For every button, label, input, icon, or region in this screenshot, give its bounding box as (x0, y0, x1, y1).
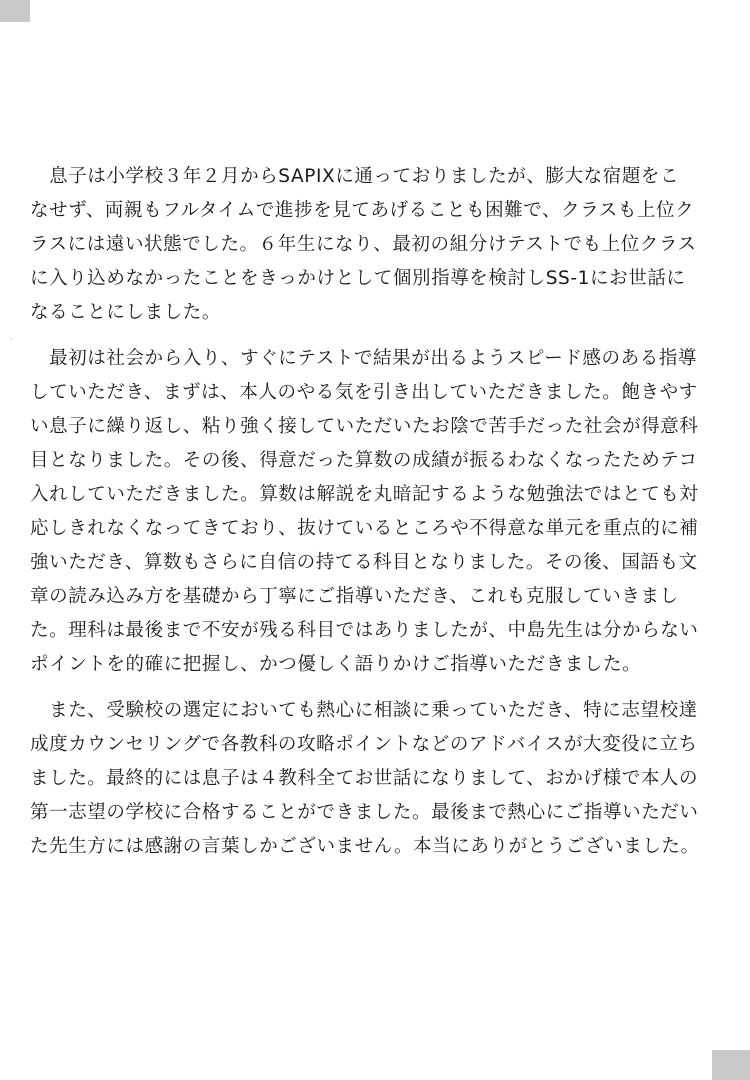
letter-line: 息子は小学校３年２月からSAPIXに通っておりましたが、膨大な宿題をこ (30, 166, 680, 187)
letter-line: た。理科は最後まで不安が残る科目ではありましたが、中島先生は分からない (30, 620, 699, 641)
letter-line: 応しきれなくなってきており、抜けているところや不得意な単元を重点的に補 (30, 518, 699, 539)
letter-line: なることにしました。 (30, 302, 222, 323)
scan-corner-mark-bottom-right (712, 1050, 750, 1080)
letter-line: た先生方には感謝の言葉しかございません。本当にありがとうございました。 (30, 836, 700, 857)
letter-line: 強いただき、算数もさらに自信の持てる科目となりました。その後、国語も文 (30, 552, 698, 573)
letter-line: ポイントを的確に把握し、かつ優しく語りかけご指導いただきました。 (30, 654, 642, 675)
letter-line: 入れしていただきました。算数は解説を丸暗記するような勉強法ではとても対 (30, 484, 699, 505)
letter-line: また、受験校の選定においても熱心に相談に乗っていただき、特に志望校達 (30, 700, 698, 721)
letter-line: ラスには遠い状態でした。６年生になり、最初の組分けテストでも上位クラス (30, 234, 697, 255)
letter-line: 最初は社会から入り、すぐにテストで結果が出るようスピード感のある指導 (30, 348, 698, 369)
letter-line: していただき、まずは、本人のやる気を引き出していただきました。飽きやす (30, 382, 698, 403)
letter-line: い息子に繰り返し、粘り強く接していただいたお陰で苦手だった社会が得意科 (30, 416, 699, 437)
letter-line: 第一志望の学校に合格することができました。最後まで熱心にご指導いただい (30, 802, 699, 823)
letter-line: ました。最終的には息子は４教科全てお世話になりまして、おかげ様で本人の (30, 768, 699, 789)
letter-line: なせず、両親もフルタイムで進捗を見てあげることも困難で、クラスも上位ク (30, 200, 695, 221)
letter-line: 目となりました。その後、得意だった算数の成績が振るわなくなったためテコ (30, 450, 698, 471)
letter-line: に入り込めなかったことをきっかけとして個別指導を検討しSS-1にお世話に (30, 268, 686, 289)
letter-line: 章の読み込み方を基礎から丁寧にご指導いただき、これも克服していきまし (30, 586, 679, 607)
letter-line: 成度カウンセリングで各教科の攻略ポイントなどのアドバイスが大変役に立ち (30, 734, 698, 755)
